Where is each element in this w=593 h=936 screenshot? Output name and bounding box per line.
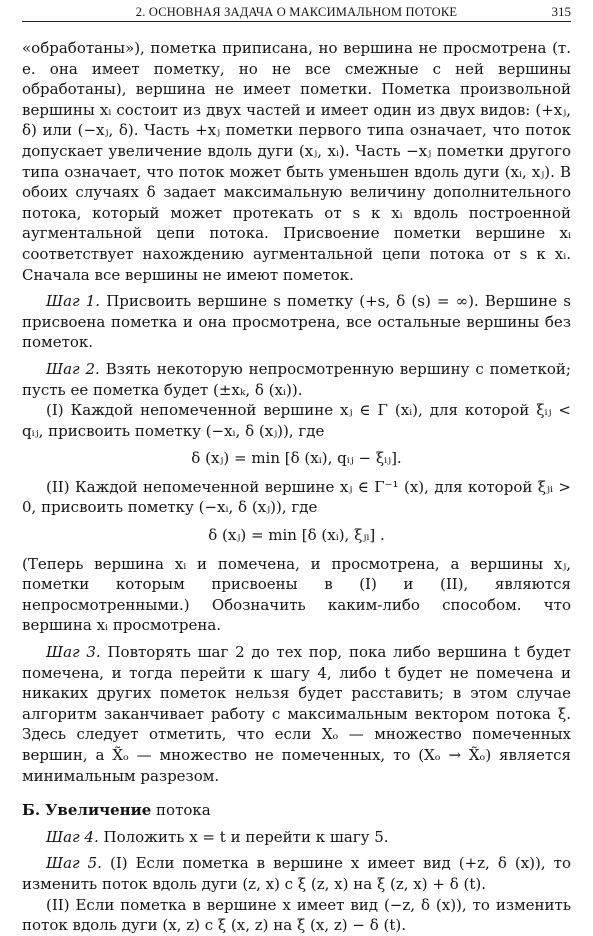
step-1-label: Шаг 1. (46, 292, 101, 311)
step-5-label: Шаг 5. (46, 854, 102, 873)
step-4-label: Шаг 4. (46, 827, 99, 846)
chapter-title: 2. ОСНОВНАЯ ЗАДАЧА О МАКСИМАЛЬНОМ ПОТОКЕ (135, 5, 458, 19)
step-1-text: Присвоить вершине s пометку (+s, δ (s) = ∞). Вершине s присвоена пометка и она просмотрена, все остальные вершины без пометок. (22, 292, 571, 352)
step-2-part-1: (I) Каждой непомеченной вершине xⱼ ∈ Γ (xᵢ), для которой ξᵢⱼ < qᵢⱼ, присвоить пометку (−xᵢ, δ (xⱼ)), где (22, 401, 571, 440)
section-heading-rest: потока (151, 801, 211, 820)
step-2-label: Шаг 2. (46, 359, 100, 378)
step-4-text: Положить x = t и перейти к шагу 5. (98, 827, 389, 846)
step-3-text: Повторять шаг 2 до тех пор, пока либо вершина t будет помечена, и тогда перейти к шагу 4, либо t будет не помечена и никаких других пометок нельзя будет расставить; в этом случае алгоритм заканчивает работу с максимальным вектором потока ξ. Здесь следует отметить, что если Xₒ — множество помеченных вершин, а X̃ₒ — множество не помеченных, то (Xₒ → X̃ₒ) является минимальным разрезом. (22, 643, 571, 785)
step-5-part-2: (II) Если пометка в вершине x имеет вид (−z, δ (x)), то изменить поток вдоль дуги (x, z) с ξ (x, z) на ξ (x, z) − δ (t). (22, 895, 571, 935)
page-number: 315 (551, 4, 571, 19)
step-5-text: (I) Если пометка в вершине x имеет вид (+z, δ (x)), то изменить поток вдоль дуги (z, x) с ξ (z, x) на ξ (z, x) + δ (t). (22, 854, 571, 893)
step-5 (22, 853, 571, 894)
step-2-part-2: (II) Каждой непомеченной вершине xⱼ ∈ Γ⁻¹ (x), для которой ξⱼᵢ > 0, присвоить пометку (−xᵢ, δ (xⱼ)), где (22, 477, 571, 517)
step-2-text: Взять некоторую непросмотренную вершину с пометкой; пусть ее пометка будет (±xₖ, δ (xᵢ)). (22, 359, 571, 399)
step-1 (22, 291, 571, 353)
paragraph-intro: «обработаны»), пометка приписана, но вершина не просмотрена (т. е. она имеет пометку, но не все смежные с ней вершины обработаны), вершина не имеет пометки. Пометка произвольной вершины xᵢ состоит из двух частей и имеет один из двух видов: (+xⱼ, δ) или (−xⱼ, δ). Часть +xⱼ пометки первого типа означает, что поток допускает увеличение вдоль дуги (xⱼ, xᵢ). Часть −xⱼ пометки другого типа означает, что поток может быть уменьшен вдоль дуги (xᵢ, xⱼ). В обоих случаях δ задает максимальную величину дополнительного потока, который может протекать от s к xᵢ вдоль построенной аугментальной цепи потока. Присвоение пометки вершине xᵢ соответствует нахождению аугментальной цепи потока от s к xᵢ. Сначала все вершины не имеют пометок. (22, 39, 571, 284)
step-3 (22, 642, 571, 786)
step-2 (22, 359, 571, 400)
section-heading-bold: Б. Увеличение (22, 801, 152, 820)
step-4 (22, 827, 571, 848)
page-body (22, 38, 571, 936)
formula-1: δ (xⱼ) = min [δ (xᵢ), qᵢⱼ − ξᵢⱼ]. (191, 449, 402, 468)
formula-2: δ (xⱼ) = min [δ (xᵢ), ξⱼᵢ] . (208, 526, 385, 545)
section-heading (22, 800, 571, 821)
step-3-label: Шаг 3. (46, 643, 101, 662)
paragraph-note: (Теперь вершина xᵢ и помечена, и просмотрена, а вершины xⱼ, пометки которым присвоены в (I) и (II), являются непросмотренными.) Обозначить каким-либо способом. что вершина xᵢ просмотрена. (22, 554, 571, 635)
running-header (22, 3, 571, 22)
